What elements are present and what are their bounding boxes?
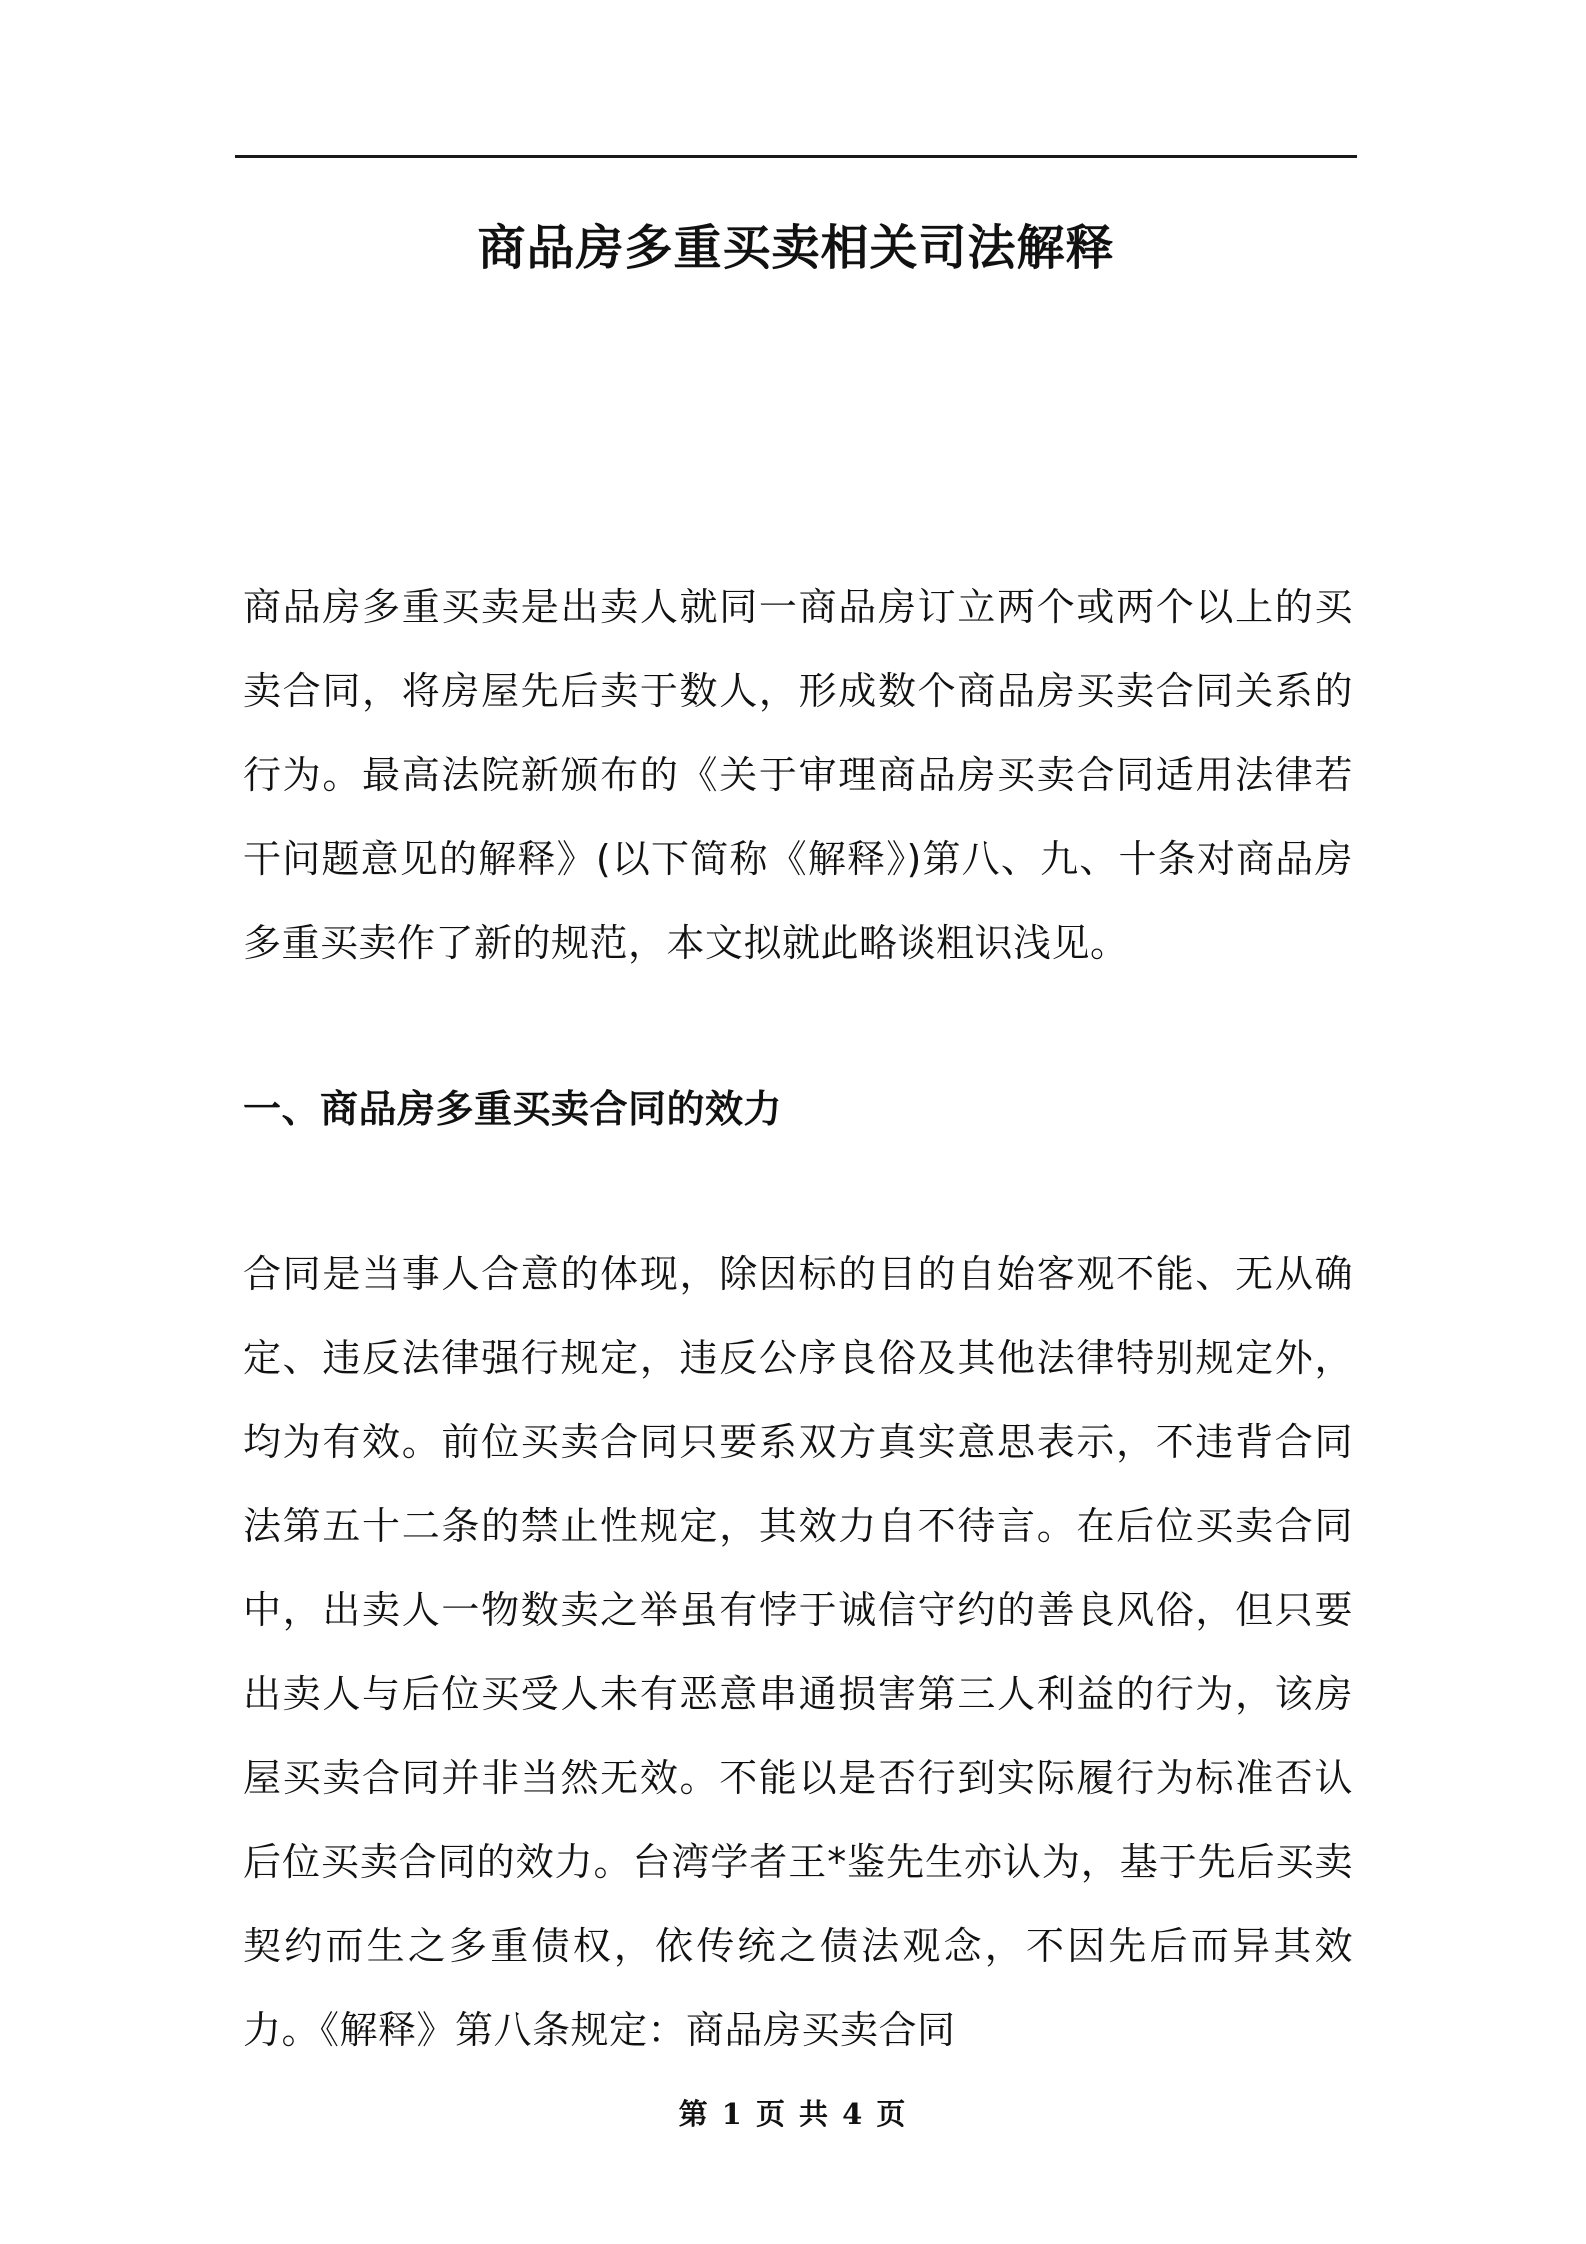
section-heading: 一、商品房多重买卖合同的效力	[243, 1087, 783, 1131]
section-paragraph: 合同是当事人合意的体现，除因标的目的自始客观不能、无从确定、违反法律强行规定，违反公序良俗及其他法律特别规定外，均为有效。前位买卖合同只要系双方真实意思表示，不违背合同法第五十二条的禁止性规定，其效力自不待言。在后位买卖合同中，出卖人一物数卖之举虽有悖于诚信守约的善良风俗，但只要出卖人与后位买受人未有恶意串通损害第三人利益的行为，该房屋买卖合同并非当然无效。不能以是否行到实际履行为标准否认后位买卖合同的效力。台湾学者王*鉴先生亦认为，基于先后买卖契约而生之多重债权，依传统之债法观念，不因先后而异其效力。《解释》第八条规定：商品房买卖合同	[243, 1252, 1353, 2052]
intro-paragraph: 商品房多重买卖是出卖人就同一商品房订立两个或两个以上的买卖合同，将房屋先后卖于数人，形成数个商品房买卖合同关系的行为。最高法院新颁布的《关于审理商品房买卖合同适用法律若干问题意见的解释》(以下简称《解释》)第八、九、十条对商品房多重买卖作了新的规范，本文拟就此略谈粗识浅见。	[243, 585, 1353, 965]
spacer	[243, 985, 1353, 1067]
header-rule	[235, 155, 1357, 158]
spacer	[243, 1151, 1353, 1232]
document-body	[243, 565, 1353, 2072]
document-title: 商品房多重买卖相关司法解释	[477, 220, 1115, 276]
page-number-footer: 第 1 页 共 4 页	[678, 2097, 908, 2131]
